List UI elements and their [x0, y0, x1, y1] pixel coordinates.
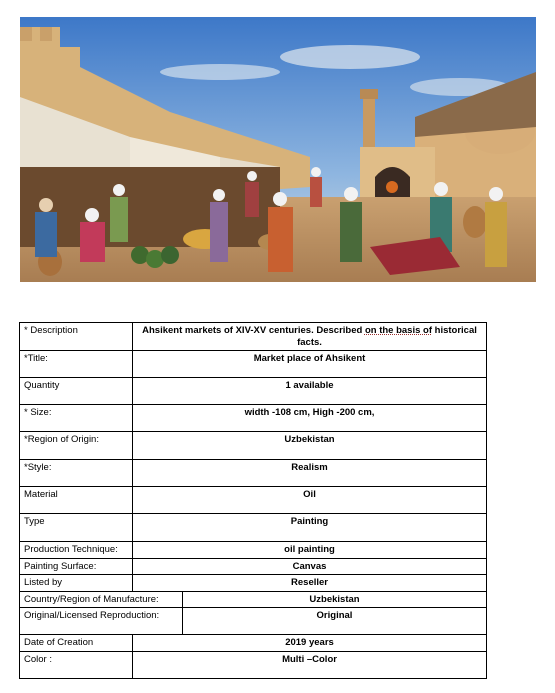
row-label: *Style: — [20, 460, 133, 487]
table-row — [20, 351, 487, 378]
row-label: Country/Region of Manufacture: — [20, 591, 183, 608]
row-value: Multi –Color — [133, 651, 487, 678]
row-value: Reseller — [133, 575, 487, 592]
table-row — [20, 432, 487, 460]
description-value: Ahsikent markets of XIV-XV centuries. Described on the basis of historical facts. — [133, 323, 487, 351]
row-label: * Description — [20, 323, 133, 351]
row-value: Realism — [133, 460, 487, 487]
row-label: Original/Licensed Reproduction: — [20, 608, 183, 635]
row-value: Uzbekistan — [133, 432, 487, 460]
table-row — [20, 575, 487, 592]
table-row — [20, 460, 487, 487]
table-row — [20, 487, 487, 514]
table-row — [20, 514, 487, 542]
table-row — [20, 591, 487, 608]
row-label: * Size: — [20, 405, 133, 432]
table-row — [20, 542, 487, 559]
table-row — [20, 635, 487, 652]
row-value: Painting — [133, 514, 487, 542]
row-value: width -108 cm, High -200 cm, — [133, 405, 487, 432]
row-value: Uzbekistan — [183, 591, 487, 608]
row-label: Listed by — [20, 575, 133, 592]
table-row — [20, 378, 487, 405]
row-label: Painting Surface: — [20, 558, 133, 575]
row-label: Quantity — [20, 378, 133, 405]
row-label: Date of Creation — [20, 635, 133, 652]
table-row — [20, 608, 487, 635]
row-label: Production Technique: — [20, 542, 133, 559]
table-row — [20, 405, 487, 432]
row-label: Type — [20, 514, 133, 542]
table-row — [20, 558, 487, 575]
row-label: Material — [20, 487, 133, 514]
row-value: Oil — [133, 487, 487, 514]
row-value: Canvas — [133, 558, 487, 575]
row-value: oil painting — [133, 542, 487, 559]
row-value: 1 available — [133, 378, 487, 405]
table-row — [20, 651, 487, 678]
row-value: Original — [183, 608, 487, 635]
row-label: *Title: — [20, 351, 133, 378]
painting-image — [20, 17, 536, 282]
row-value: 2019 years — [133, 635, 487, 652]
row-value: Market place of Ahsikent — [133, 351, 487, 378]
row-label: Color : — [20, 651, 133, 678]
table-row — [20, 323, 487, 351]
specification-table — [19, 322, 487, 679]
row-label: *Region of Origin: — [20, 432, 133, 460]
